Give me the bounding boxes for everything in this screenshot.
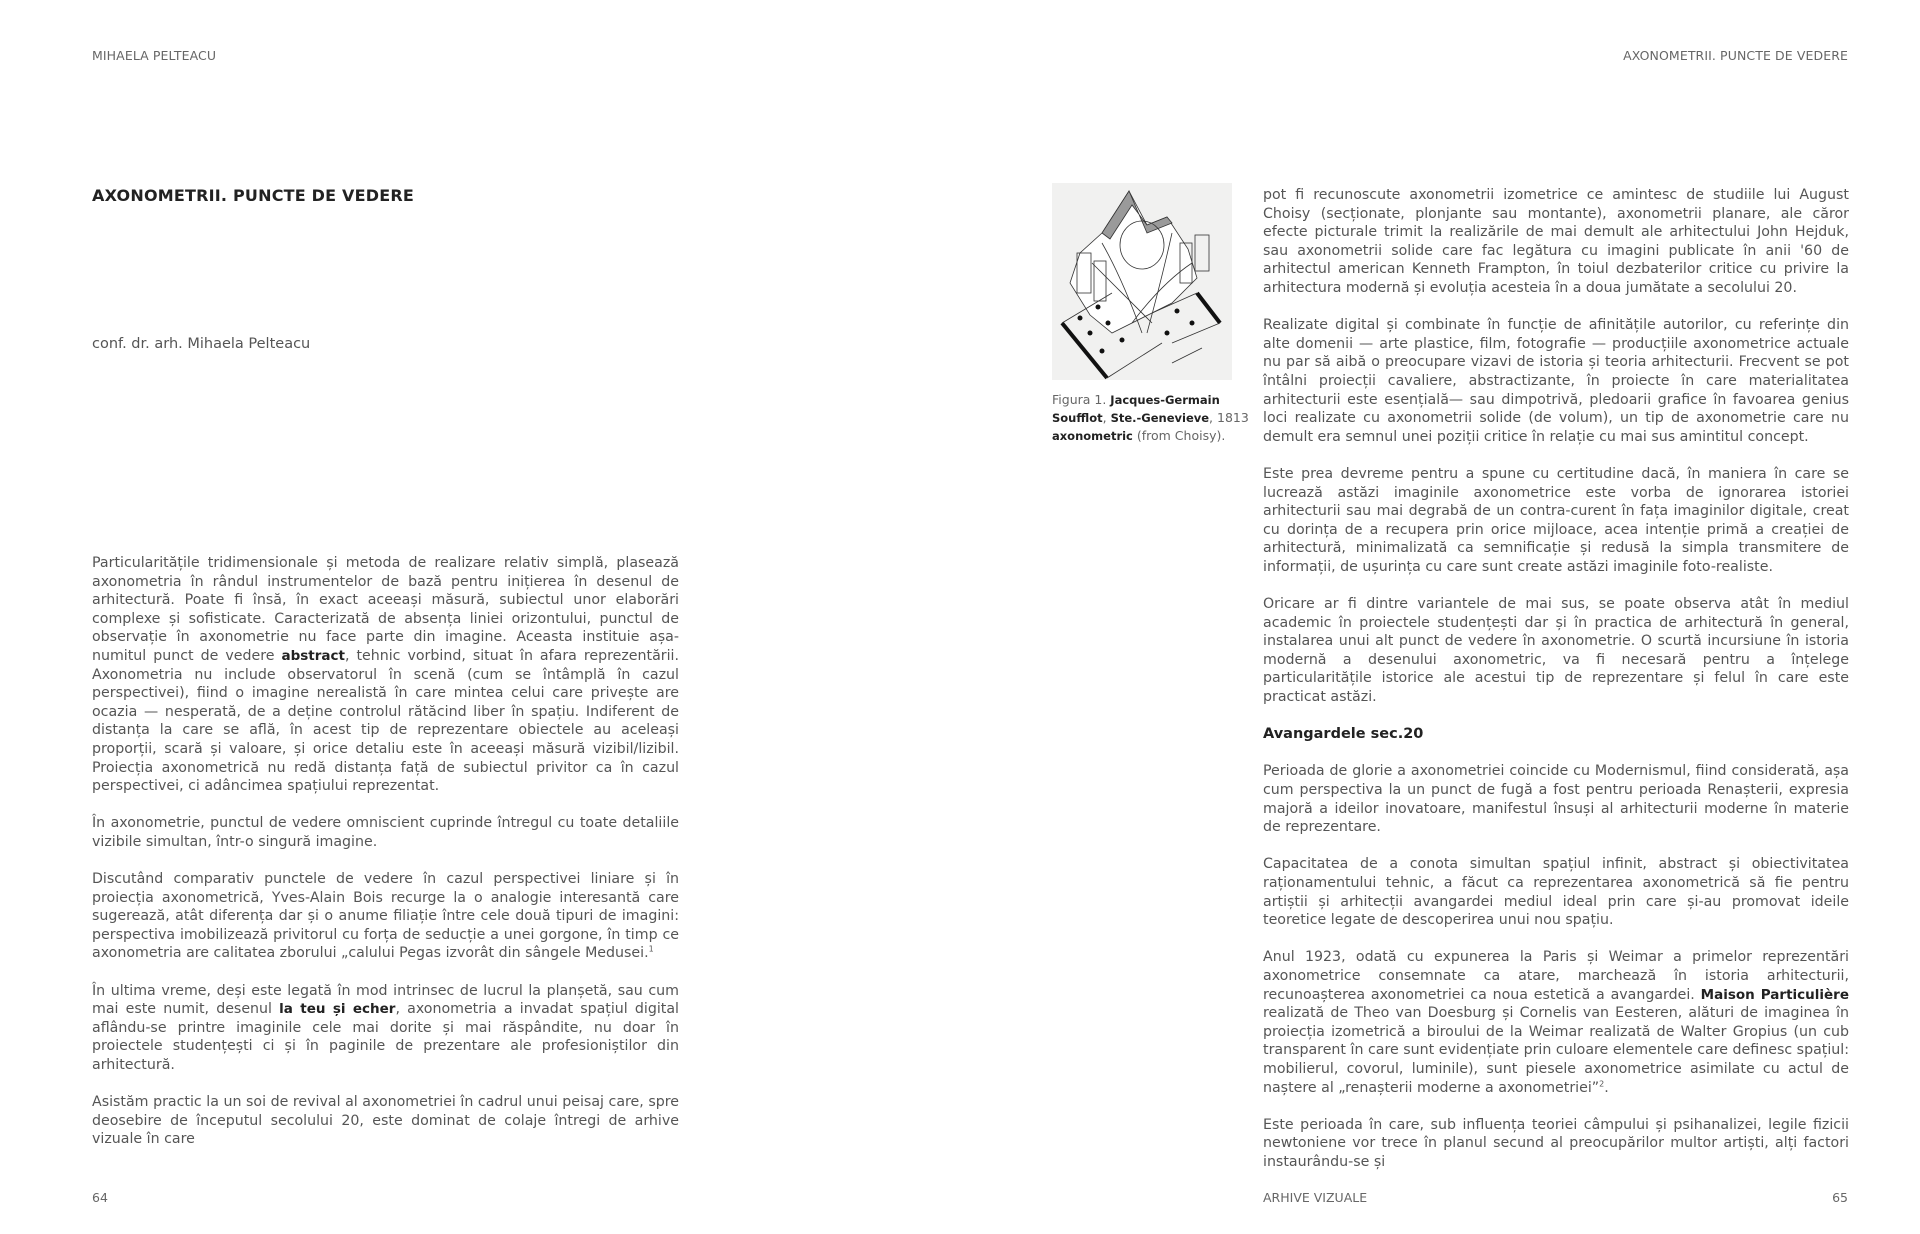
emphasis: la teu și echer (279, 1001, 396, 1018)
figure-source: (from Choisy). (1132, 428, 1226, 443)
page-number-left: 64 (92, 1190, 108, 1205)
text: , (1102, 410, 1111, 425)
text: Anul 1923, odată cu expunerea la Paris și Weimar a primelor reprezentări axonometrice consemnate ca atare, marchează în istoria arhitecturii, recunoașterea axonometriei ca noua estetică a avangardei. (1263, 949, 1849, 1003)
text: În ultima vreme, deși este legată în mod intrinsec de lucrul la planșetă, sau cum mai este numit, desenul (92, 982, 679, 1018)
text: realizată de Theo van Doesburg și Cornelis van Eesteren, alături de imaginea în proiecția izometrică a biroului de la Weimar realizată de Walter Gropius (un cub transparent în care sunt evidențiate prin culoare elementele care definesc spațiul: mobilierul, covorul, luminile), sunt piesele axonometrice asimilate cu actul de naștere al „renașterii moderne a axonometriei” (1263, 1005, 1849, 1096)
emphasis: Maison Particulière (1700, 986, 1849, 1003)
publication-name: ARHIVE VIZUALE (1263, 1190, 1368, 1205)
right-column (1263, 186, 1849, 1190)
text: , tehnic vorbind, situat în afara reprezentării. Axonometria nu include observatorul în scenă (cum se întâmplă în cazul perspectivei), fiind o imagine nerealistă în care mintea celui care privește are ocazia — nesperată, de a deține controlul rătăcind liber în spațiu. Indiferent de distanța la care se află, în acest tip de reprezentare obiectele au aceleași proporții, scară și valoare, și orice detaliu este în aceeași măsură vizibil/lizibil. Proiecția axonometrică nu redă distanța față de subiectul privitor ca în cazul perspectivei, ci adâncimea spațiului reprezentat. (92, 647, 679, 795)
figure-caption (1052, 391, 1252, 445)
paragraph: În axonometrie, punctul de vedere omniscient cuprinde întregul cu toate detaliile vizibile simultan, într-o singură imagine. (92, 815, 679, 850)
paragraph: Perioada de glorie a axonometriei coincide cu Modernismul, fiind considerată, așa cum perspectiva la un punct de fugă a fost pentru perioada Renașterii, expresia majoră a ideilor inovatoare, manifestul însuși al arhitecturii moderne în materie de reprezentare. (1263, 763, 1849, 836)
paragraph: Capacitatea de a conota simultan spațiul infinit, abstract și obiectivitatea raționamentului tehnic, a făcut ca reprezentarea axonometrică să fie pentru artiștii și arhitecții avangardei mediul ideal prin care și-au promovat ideile teoretice legate de descoperirea unui nou spațiu. (1263, 856, 1849, 929)
figure-label: Figura 1. (1052, 392, 1111, 407)
figure-axonometric-drawing (1052, 183, 1232, 380)
article-title: AXONOMETRII. PUNCTE DE VEDERE (92, 186, 415, 205)
paragraph (92, 870, 679, 963)
running-header-author: MIHAELA PELTEACU (92, 48, 217, 63)
paragraph: Este perioada în care, sub influența teoriei câmpului și psihanalizei, legile fizicii newtoniene vor trece în planul secund al preocupărilor multor artiști, alți factori instaurându-se și (1263, 1116, 1849, 1170)
figure-architect: Jacques-Germain Soufflot (1052, 393, 1220, 425)
paragraph: Este prea devreme pentru a spune cu certitudine dacă, în maniera în care se lucrează astăzi imaginile axonometrice este vorba de ignorarea istoriei arhitecturii sau mai degrabă de un contra-curent în fața imaginilor digitale, creat cu dorința de a recupera prin orice mijloace, acea intenție primă a creației de arhitectură, minimalizată ca semnificație și redusă la simpla transmitere de informații, de ușurința cu care sunt create astăzi imaginile foto-realiste. (1263, 465, 1849, 575)
axonometric-drawing-image (1052, 183, 1232, 380)
text: , axonometria a invadat spațiul digital aflându-se printre imaginile cele mai dorite și mai răspândite, nu doar în proiectele studențești ci și în paginile de prezentare ale profesioniștilor din arhitectură. (92, 1001, 680, 1074)
running-header-title: AXONOMETRII. PUNCTE DE VEDERE (1623, 48, 1848, 63)
left-column (92, 554, 679, 1168)
footnote-ref[interactable]: 2 (1599, 1078, 1605, 1088)
footnote-ref[interactable]: 1 (648, 944, 654, 954)
paragraph (1263, 948, 1849, 1097)
emphasis: abstract (281, 647, 345, 664)
paragraph (92, 554, 679, 796)
section-heading: Avangardele sec.20 (1263, 726, 1424, 743)
text: Particularitățile tridimensionale și metoda de realizare relativ simplă, plasează axonometria în rândul instrumentelor de bază pentru inițierea în desenul de arhitectură. Poate fi însă, în exact aceeași măsură, subiectul unor elaborări complexe și sofisticate. Caracterizată de absența liniei orizontului, punctul de observație în axonometrie nu face parte din imagine. Aceasta instituie așa-numitul punct de vedere (92, 555, 679, 664)
article-author: conf. dr. arh. Mihaela Pelteacu (92, 336, 311, 352)
figure-type: axonometric (1052, 429, 1133, 443)
text: . (1604, 1079, 1609, 1096)
paragraph (92, 982, 679, 1075)
paragraph: pot fi recunoscute axonometrii izometrice ce amintesc de studiile lui August Choisy (secționate, plonjante sau montante), axonometrii planare, ale căror efecte picturale trimit la realizările de mai demult ale arhitectului John Hejduk, sau axonometrii solide care fac legătura cu imagini publicate în anii '60 de arhitectul american Kenneth Frampton, în toiul dezbaterilor critice cu privire la arhitectura modernă și evoluția acesteia în a doua jumătate a secolului 20. (1263, 187, 1849, 296)
paragraph: Oricare ar fi dintre variantele de mai sus, se poate observa atât în mediul academic în proiectele studențești dar și în practica de arhitectură în general, instalarea unui alt punct de vedere în axonometrie. O scurtă incursiune în istoria modernă a desenului axonometric, va fi necesară pentru a înțelege particularitățile istorice ale acestui tip de reprezentare și felul în care este practicat astăzi. (1263, 596, 1849, 706)
text: Discutând comparativ punctele de vedere în cazul perspectivei liniare și în proiecția axonometrică, Yves-Alain Bois recurge la o analogie interesantă care sugerează, atât diferența dar și o anume filiație între cele două tipuri de imagini: perspectiva imobilizează privitorul cu forța de seducție a unei gorgone, în timp ce axonometria are calitatea zborului „calului Pegas izvorât din sângele Medusei. (92, 871, 679, 962)
figure-year: , 1813 (1209, 410, 1249, 425)
page-number-right: 65 (1832, 1190, 1848, 1205)
paragraph: Asistăm practic la un soi de revival al axonometriei în cadrul unui peisaj care, spre deosebire de începutul secolului 20, este dominat de colaje întregi de arhive vizuale în care (92, 1094, 679, 1148)
paragraph: Realizate digital și combinate în funcție de afinitățile autorilor, cu referințe din alte domenii — arte plastice, film, fotografie — producțiile axonometrice actuale nu par să aibă o preocupare vizavi de istoria și teoria arhitecturii. Frecvent se pot întâlni proiecții cavaliere, abstractizante, în proiecte în care materialitatea arhitecturii este esențială— sau dimpotrivă, pledoarii grafice în favoarea genius loci realizate cu axonometrii solide (de volum), un tip de axonometrie care nu demult era semnul unei poziții critice în relație cu mai sus amintitul concept. (1263, 317, 1849, 445)
figure-building: Ste.-Genevieve (1110, 411, 1210, 425)
